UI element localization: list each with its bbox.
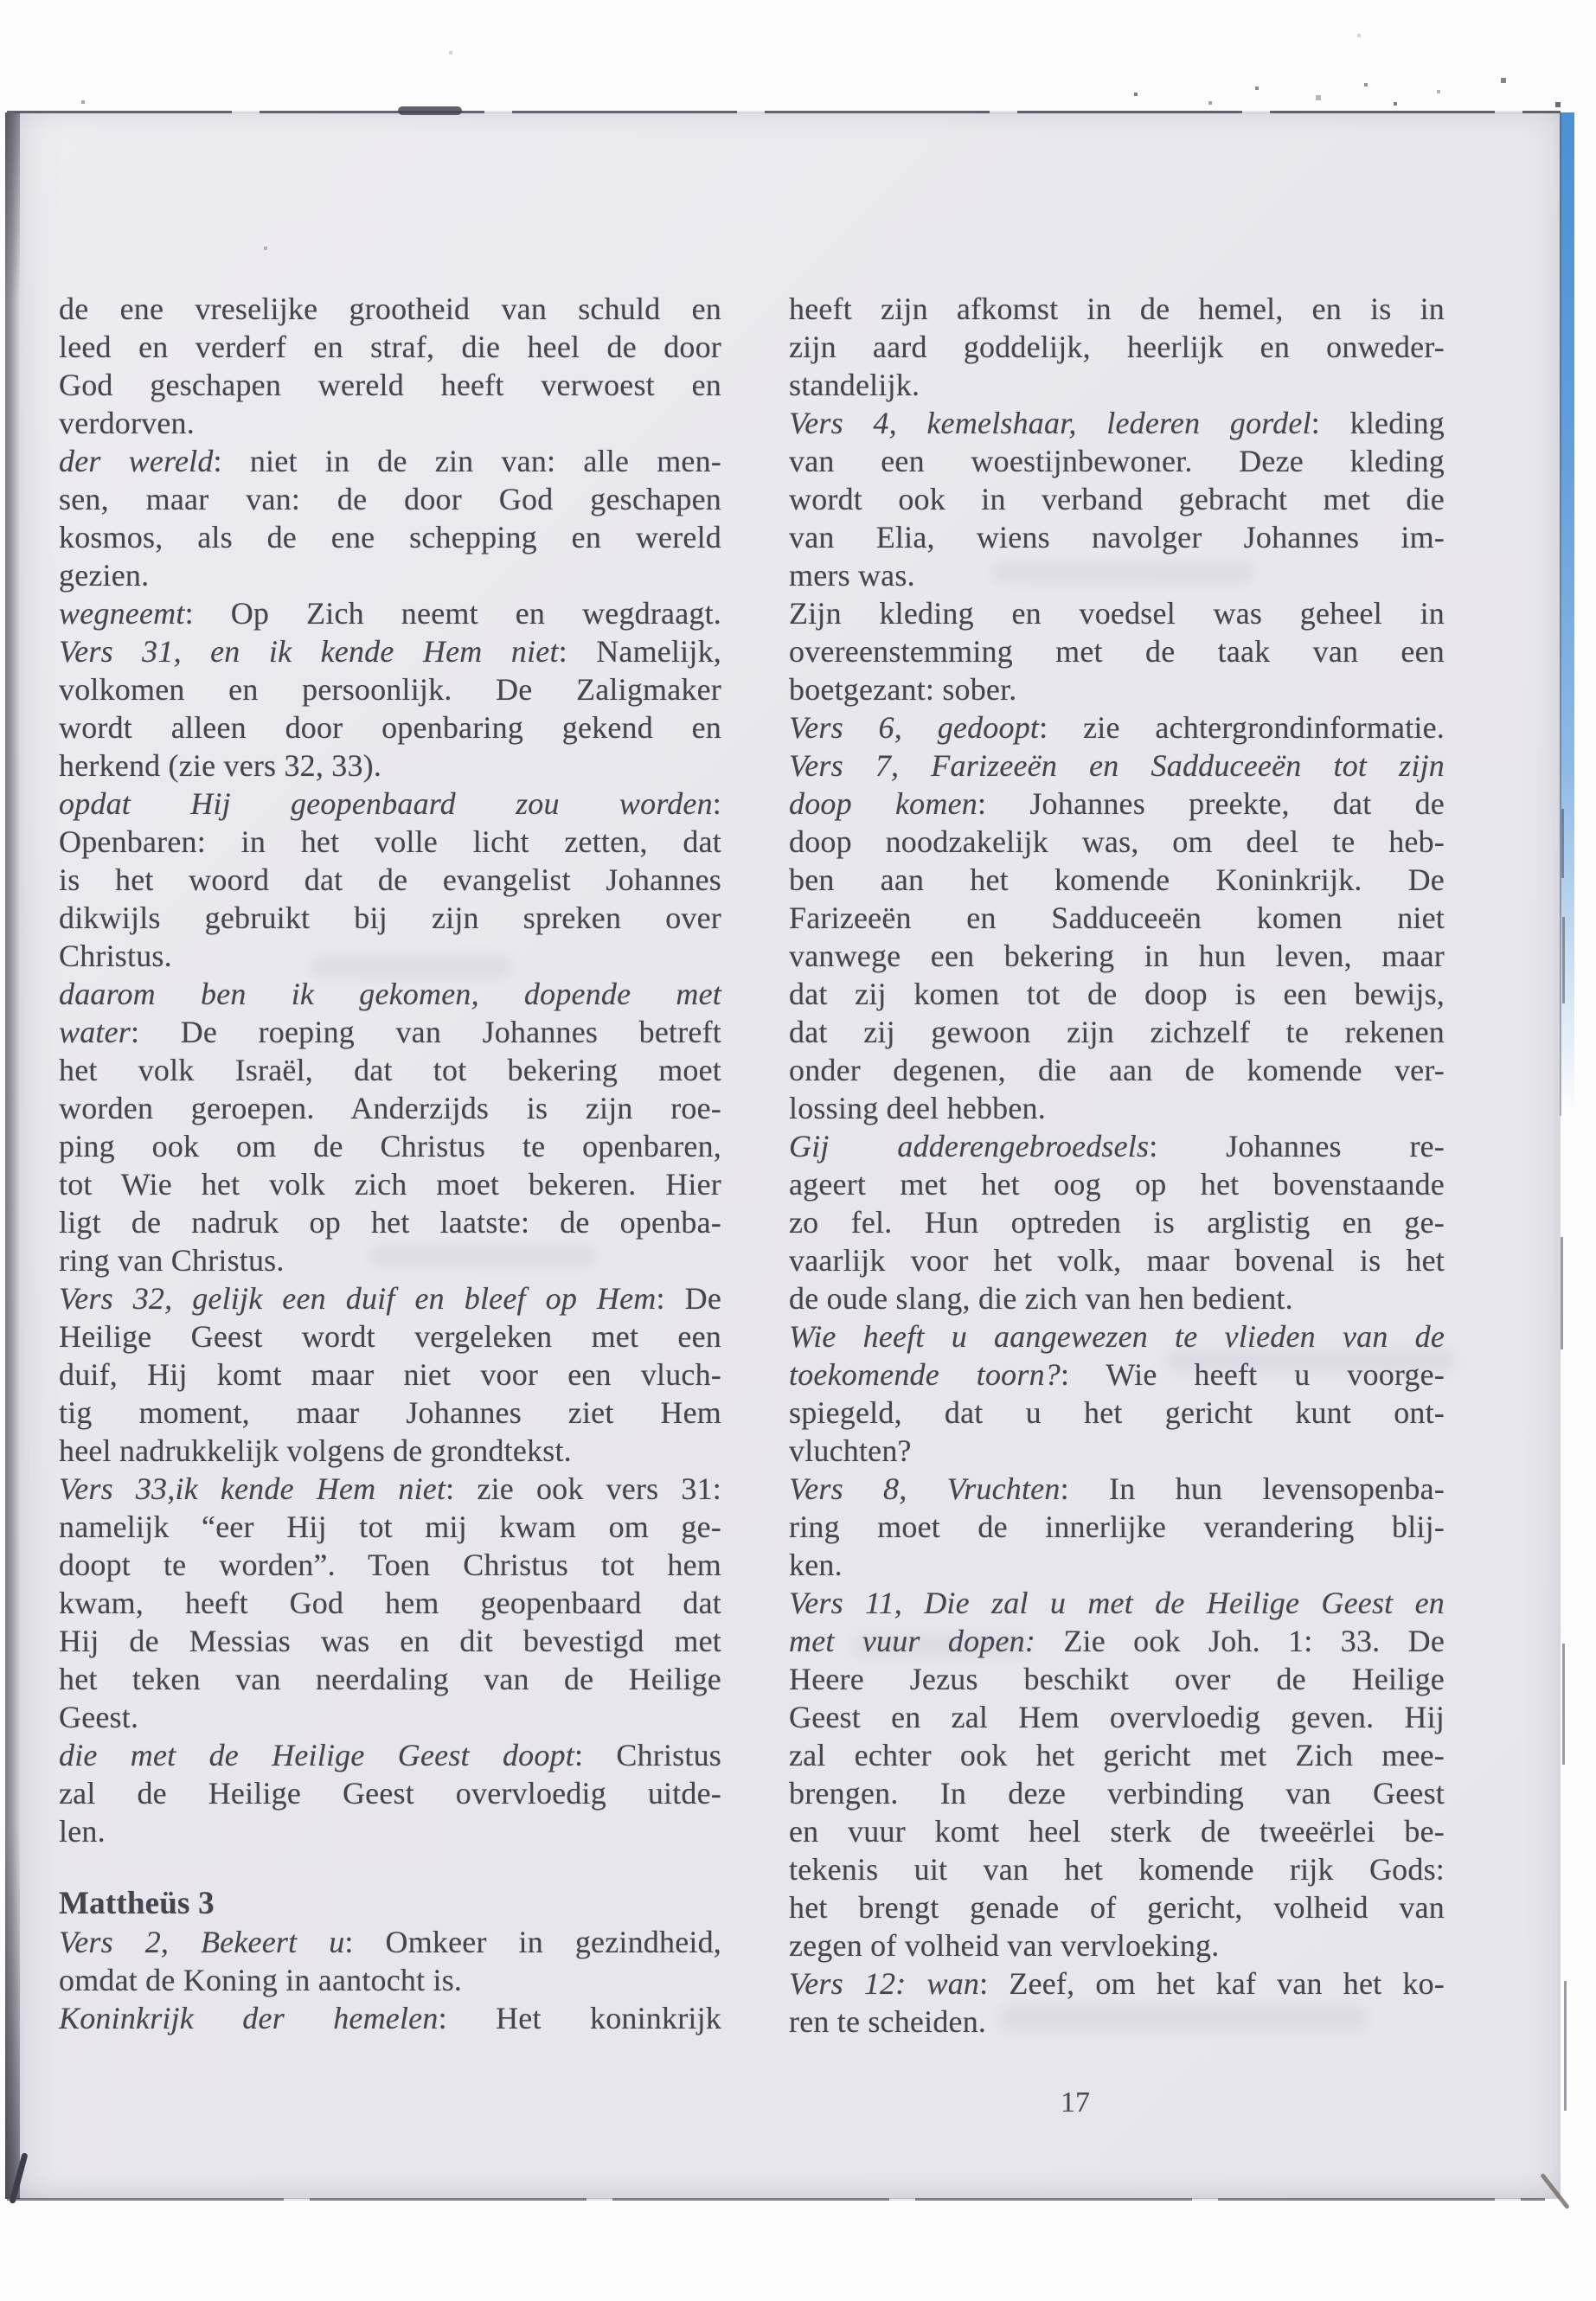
text-run: : Namelijk, — [558, 634, 721, 669]
text-line — [789, 518, 1445, 556]
text-line — [789, 708, 1445, 747]
text-line — [59, 1394, 721, 1432]
text-run: : Christus — [574, 1738, 721, 1772]
text-run: van een woestijnbewoner. Deze kleding — [789, 444, 1445, 478]
text-run: onder degenen, die aan de komende ver- — [789, 1053, 1445, 1087]
text-line — [789, 1698, 1445, 1736]
text-run: standelijk. — [789, 368, 920, 402]
text-run: : Zeef, om het kaf van het ko- — [979, 1966, 1445, 2001]
text-line — [59, 594, 721, 632]
paragraph — [59, 785, 721, 975]
italic-run: Vers 32, gelijk een duif en bleef op Hem — [59, 1281, 657, 1316]
text-line — [59, 328, 721, 366]
text-line — [789, 1241, 1445, 1279]
text-line — [789, 1812, 1445, 1850]
italic-run: Vers 31, en ik kende Hem niet — [59, 634, 559, 669]
text-run: : Johannes re- — [1149, 1129, 1445, 1163]
text-run: Farizeeën en Sadduceeën komen niet — [789, 901, 1445, 935]
text-line — [789, 290, 1445, 328]
text-line — [59, 442, 721, 480]
text-line — [59, 1622, 721, 1660]
text-line — [59, 785, 721, 823]
right-edge-mark — [1561, 809, 1564, 878]
text-run: tekenis uit van het komende rijk Gods: — [789, 1852, 1445, 1887]
paragraph — [789, 708, 1445, 747]
text-line — [59, 1279, 721, 1317]
text-run: duif, Hij komt maar niet voor een vluch- — [59, 1357, 721, 1392]
text-run: en vuur komt heel sterk de tweeërlei be- — [789, 1814, 1445, 1849]
text-line — [789, 1203, 1445, 1241]
text-run: vanwege een bekering in hun leven, maar — [789, 939, 1445, 973]
text-run: herkend (zie vers 32, 33). — [59, 748, 382, 783]
italic-run: toekomende toorn? — [789, 1357, 1061, 1392]
text-line — [789, 670, 1445, 708]
text-line — [59, 747, 721, 785]
italic-run: daarom ben ik gekomen, dopende met — [59, 977, 721, 1011]
text-line — [59, 404, 721, 442]
italic-run: Vers 8, Vruchten — [789, 1471, 1061, 1506]
text-run: volkomen en persoonlijk. De Zaligmaker — [59, 672, 721, 707]
text-run: lossing deel hebben. — [789, 1091, 1046, 1125]
text-line — [789, 785, 1445, 823]
text-run: brengen. In deze verbinding van Geest — [789, 1776, 1445, 1811]
text-line — [789, 1279, 1445, 1317]
text-line — [789, 1317, 1445, 1356]
text-line — [59, 1812, 721, 1850]
text-run: : kleding — [1311, 406, 1445, 440]
text-run: Zijn kleding en voedsel was geheel in — [789, 596, 1445, 631]
text-run: ben aan het komende Koninkrijk. De — [789, 862, 1445, 897]
text-line — [789, 1622, 1445, 1660]
text-run: : niet in de zin van: alle men- — [213, 444, 721, 478]
text-line — [59, 1508, 721, 1546]
paragraph — [789, 290, 1445, 404]
section-heading: Mattheüs 3 — [59, 1886, 215, 1921]
text-run: dikwijls gebruikt bij zijn spreken over — [59, 901, 721, 935]
text-run: mers was. — [789, 558, 915, 593]
text-line — [789, 404, 1445, 442]
text-line — [789, 442, 1445, 480]
text-run: Geest. — [59, 1700, 139, 1734]
right-edge-mark — [1564, 1981, 1567, 2111]
text-run: : Johannes preekte, dat de — [977, 786, 1445, 821]
text-line — [789, 556, 1445, 594]
text-run: Hij de Messias was en dit bevestigd met — [59, 1624, 721, 1658]
text-run: : — [712, 786, 721, 821]
text-line — [789, 1774, 1445, 1812]
text-run: dat zij komen tot de doop is een bewijs, — [789, 977, 1445, 1011]
text-line — [59, 1051, 721, 1089]
text-run: Christus. — [59, 939, 172, 973]
paragraph — [789, 1317, 1445, 1470]
right-edge-mark — [1562, 1644, 1565, 1765]
text-run: tig moment, maar Johannes ziet Hem — [59, 1395, 721, 1430]
text-line — [59, 1999, 721, 2037]
text-run: is het woord dat de evangelist Johannes — [59, 862, 721, 897]
paragraph — [59, 1279, 721, 1470]
paragraph — [59, 442, 721, 594]
bottom-right-mark — [1540, 2173, 1570, 2209]
text-line — [59, 1317, 721, 1356]
text-line — [789, 975, 1445, 1013]
text-run: wordt ook in verband gebracht met die — [789, 482, 1445, 516]
text-run: : Wie heeft u voorge- — [1061, 1357, 1445, 1392]
paragraph — [59, 1736, 721, 1850]
text-run: : Omkeer in gezindheid, — [344, 1925, 721, 1959]
book-spine-shadow — [5, 112, 20, 2199]
text-line — [59, 937, 721, 975]
italic-run: Vers 6, gedoopt — [789, 710, 1040, 745]
text-line — [789, 861, 1445, 899]
text-line — [789, 2003, 1445, 2041]
text-line — [59, 708, 721, 747]
text-line — [789, 937, 1445, 975]
text-run: heel nadrukkelijk volgens de grondtekst. — [59, 1433, 572, 1468]
text-run: : In hun levensopenba- — [1060, 1471, 1445, 1506]
italic-run: water — [59, 1015, 131, 1049]
text-run: het teken van neerdaling van de Heilige — [59, 1662, 721, 1696]
text-line — [59, 1961, 721, 1999]
text-line — [789, 1432, 1445, 1470]
text-run: doop noodzakelijk was, om deel te heb- — [789, 824, 1445, 859]
text-run: zo fel. Hun optreden is arglistig en ge- — [789, 1205, 1445, 1240]
text-run: : Op Zich neemt en wegdraagt. — [184, 596, 721, 631]
paragraph — [789, 1965, 1445, 2041]
text-line — [59, 366, 721, 404]
text-line — [789, 1127, 1445, 1165]
paragraph — [789, 404, 1445, 594]
paragraph — [789, 1470, 1445, 1584]
italic-run: Gij adderengebroedsels — [789, 1129, 1150, 1163]
text-run: Heilige Geest wordt vergeleken met een — [59, 1319, 721, 1354]
text-line — [59, 1013, 721, 1051]
text-run: doopt te worden”. Toen Christus tot hem — [59, 1548, 721, 1582]
text-line — [59, 1470, 721, 1508]
text-run: van Elia, wiens navolger Johannes im- — [789, 520, 1445, 554]
text-line — [789, 1051, 1445, 1089]
text-line — [59, 1660, 721, 1698]
text-run: : Het koninkrijk — [438, 2001, 721, 2035]
text-line — [59, 899, 721, 937]
text-line — [59, 556, 721, 594]
italic-run: die met de Heilige Geest doopt — [59, 1738, 574, 1772]
italic-run: wegneemt — [59, 596, 185, 631]
paragraph — [59, 594, 721, 632]
text-run: ageert met het oog op het bovenstaande — [789, 1167, 1445, 1202]
text-line — [789, 1356, 1445, 1394]
paragraph — [59, 632, 721, 785]
page-bottom-edge — [7, 2198, 1545, 2201]
text-line — [789, 1888, 1445, 1926]
text-run: verdorven. — [59, 406, 195, 440]
paragraph — [789, 1584, 1445, 1965]
text-run: namelijk “eer Hij tot mij kwam om ge- — [59, 1509, 721, 1544]
right-edge-mark — [1562, 917, 1565, 1003]
text-run: gezien. — [59, 558, 150, 593]
text-line — [789, 823, 1445, 861]
paragraph — [59, 290, 721, 442]
text-line — [789, 1089, 1445, 1127]
text-line — [59, 1923, 721, 1961]
text-run: God geschapen wereld heeft verwoest en — [59, 368, 721, 402]
text-line — [789, 1660, 1445, 1698]
text-line — [59, 632, 721, 670]
text-run: ren te scheiden. — [789, 2004, 987, 2039]
text-run: zal echter ook het gericht met Zich mee- — [789, 1738, 1445, 1772]
right-column — [789, 290, 1445, 2041]
text-run: ligt de nadruk op het laatste: de openba- — [59, 1205, 721, 1240]
text-run: : De — [656, 1281, 722, 1316]
scan-speck-field — [0, 0, 2, 2]
text-run: ring moet de innerlijke verandering blij- — [789, 1509, 1445, 1544]
paragraph — [59, 1999, 721, 2037]
text-line — [59, 480, 721, 518]
text-run: Openbaren: in het volle licht zetten, dat — [59, 824, 721, 859]
text-line — [59, 1546, 721, 1584]
text-line — [789, 1736, 1445, 1774]
text-run: het brengt genade of gericht, volheid van — [789, 1890, 1445, 1925]
italic-run: der wereld — [59, 444, 214, 478]
text-run: Geest en zal Hem overvloedig geven. Hij — [789, 1700, 1445, 1734]
text-run: ken. — [789, 1548, 843, 1582]
text-line — [59, 861, 721, 899]
paragraph — [789, 1127, 1445, 1317]
page-top-edge — [7, 111, 1561, 113]
text-run: de oude slang, die zich van hen bedient. — [789, 1281, 1293, 1316]
text-run: wordt alleen door openbaring gekend en — [59, 710, 721, 745]
text-run: Heere Jezus beschikt over de Heilige — [789, 1662, 1445, 1696]
italic-run: met vuur dopen: — [789, 1624, 1036, 1658]
text-line — [789, 1470, 1445, 1508]
italic-run: opdat Hij geopenbaard zou worden — [59, 786, 713, 821]
text-run: omdat de Koning in aantocht is. — [59, 1963, 463, 1997]
text-line — [789, 1546, 1445, 1584]
text-line — [59, 1356, 721, 1394]
text-run: : De roeping van Johannes betreft — [131, 1015, 721, 1049]
text-line — [789, 480, 1445, 518]
text-line — [59, 1203, 721, 1241]
text-run: boetgezant: sober. — [789, 672, 1017, 707]
paragraph — [789, 594, 1445, 708]
text-line — [59, 518, 721, 556]
text-line — [59, 1774, 721, 1812]
text-line — [59, 975, 721, 1013]
italic-run: Vers 33,ik kende Hem niet — [59, 1471, 446, 1506]
text-run: Zie ook Joh. 1: 33. De — [1035, 1624, 1445, 1658]
text-line — [59, 1089, 721, 1127]
paragraph — [59, 1923, 721, 1999]
italic-run: Vers 2, Bekeert u — [59, 1925, 345, 1959]
text-run: : zie ook vers 31: — [445, 1471, 722, 1506]
top-edge-smudge — [398, 106, 462, 115]
italic-run: Vers 12: wan — [789, 1966, 980, 2001]
paragraph — [789, 747, 1445, 1127]
text-run: kosmos, als de ene schepping en wereld — [59, 520, 721, 554]
italic-run: doop komen — [789, 786, 977, 821]
text-run: kwam, heeft God hem geopenbaard dat — [59, 1586, 721, 1620]
text-run: sen, maar van: de door God geschapen — [59, 482, 721, 516]
left-column — [59, 290, 721, 2037]
text-run: zegen of volheid van vervloeking. — [789, 1928, 1220, 1963]
text-run: dat zij gewoon zijn zichzelf te rekenen — [789, 1015, 1445, 1049]
text-run: vaarlijk voor het volk, maar bovenal is het — [789, 1243, 1445, 1278]
text-line — [59, 823, 721, 861]
text-line — [59, 1127, 721, 1165]
paragraph — [59, 975, 721, 1279]
text-line — [789, 1584, 1445, 1622]
italic-run: Vers 4, kemelshaar, lederen gordel — [789, 406, 1311, 440]
text-run: zal de Heilige Geest overvloedig uitde- — [59, 1776, 721, 1811]
text-line — [59, 1165, 721, 1203]
text-run: de ene vreselijke grootheid van schuld en — [59, 292, 721, 326]
text-line — [789, 328, 1445, 366]
text-run: len. — [59, 1814, 106, 1849]
text-line — [59, 290, 721, 328]
scanned-page-sheet — [7, 112, 1561, 2199]
text-run: spiegeld, dat u het gericht kunt ont- — [789, 1395, 1445, 1430]
text-run: heeft zijn afkomst in de hemel, en is in — [789, 292, 1445, 326]
text-line — [59, 1241, 721, 1279]
text-run: : zie achtergrondinformatie. — [1039, 710, 1445, 745]
italic-run: Wie heeft u aangewezen te vlieden van de — [789, 1319, 1445, 1354]
text-line — [789, 899, 1445, 937]
italic-run: Vers 11, Die zal u met de Heilige Geest en — [789, 1586, 1445, 1620]
text-line — [789, 632, 1445, 670]
text-run: vluchten? — [789, 1433, 912, 1468]
italic-run: Vers 7, Farizeeën en Sadduceeën tot zijn — [789, 748, 1445, 783]
text-line — [789, 1394, 1445, 1432]
text-line — [789, 1508, 1445, 1546]
text-line — [789, 366, 1445, 404]
text-line — [59, 1698, 721, 1736]
right-edge-mark — [1561, 1237, 1563, 1349]
italic-run: Koninkrijk der hemelen — [59, 2001, 439, 2035]
text-run: overeenstemming met de taak van een — [789, 634, 1445, 669]
text-line — [789, 1926, 1445, 1965]
page-number: 17 — [1061, 2086, 1090, 2118]
text-line — [789, 747, 1445, 785]
paragraph — [59, 1470, 721, 1736]
text-line — [59, 1736, 721, 1774]
text-run: ring van Christus. — [59, 1243, 285, 1278]
text-run: worden geroepen. Anderzijds is zijn roe- — [59, 1091, 721, 1125]
text-run: het volk Israël, dat tot bekering moet — [59, 1053, 721, 1087]
text-run: ping ook om de Christus te openbaren, — [59, 1129, 721, 1163]
text-line — [789, 594, 1445, 632]
text-line — [59, 670, 721, 708]
text-line — [789, 1013, 1445, 1051]
text-line — [789, 1165, 1445, 1203]
text-run: zijn aard goddelijk, heerlijk en onweder- — [789, 330, 1445, 364]
text-run: tot Wie het volk zich moet bekeren. Hier — [59, 1167, 721, 1202]
text-line — [59, 1432, 721, 1470]
text-line — [59, 1584, 721, 1622]
text-line — [789, 1850, 1445, 1888]
text-line — [789, 1965, 1445, 2003]
text-run: leed en verderf en straf, die heel de door — [59, 330, 721, 364]
